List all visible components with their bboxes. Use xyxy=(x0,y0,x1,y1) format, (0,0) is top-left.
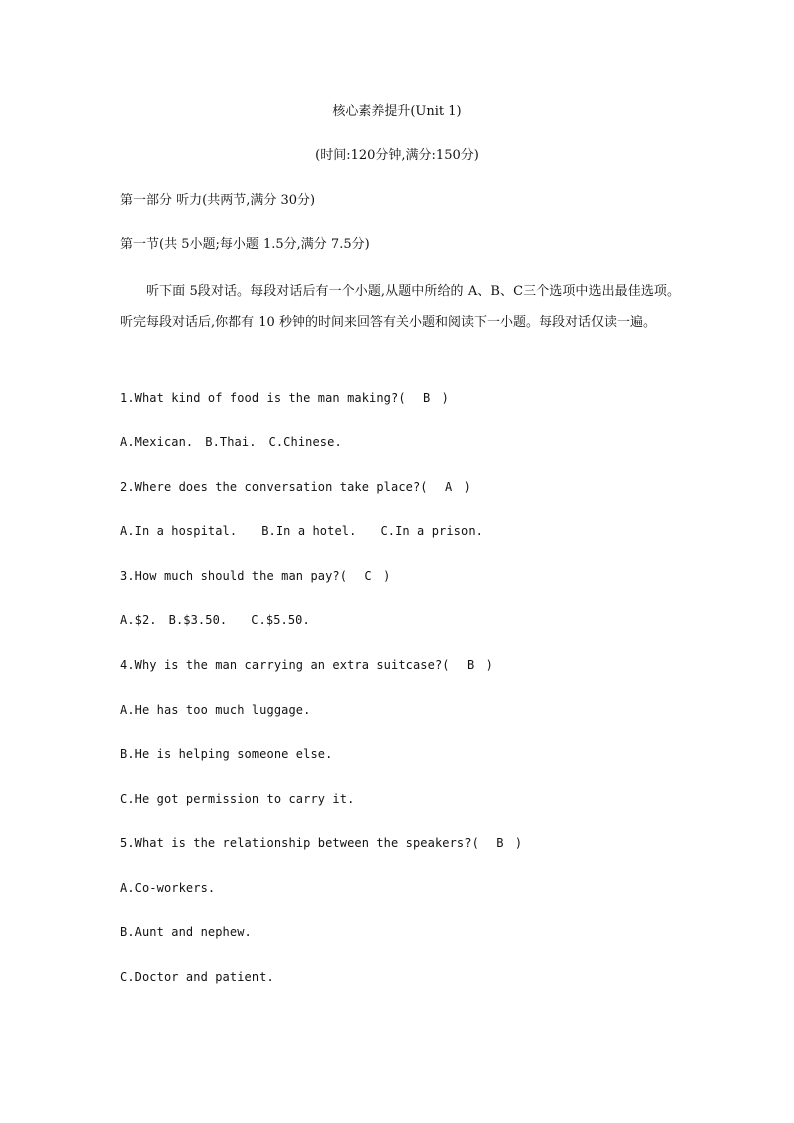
question-answer: B xyxy=(423,391,431,405)
part-heading: 第一部分 听力(共两节,满分 30分) xyxy=(120,193,316,208)
option-c: C.In a prison. xyxy=(380,524,483,538)
question-answer: A xyxy=(444,480,453,494)
question-4-stem xyxy=(120,656,493,674)
option-b: B.Thai. xyxy=(205,435,257,449)
question-5-stem xyxy=(120,834,522,852)
question-close-paren: ) xyxy=(514,836,523,850)
section-heading: 第一节(共 5小题;每小题 1.5分,满分 7.5分) xyxy=(120,237,370,252)
question-close-paren: ) xyxy=(485,658,493,672)
question-stem-text: 2.Where does the conversation take place?( xyxy=(120,480,428,494)
question-1-stem xyxy=(120,389,449,407)
question-close-paren: ) xyxy=(441,391,449,405)
question-stem-text: 1.What kind of food is the man making?( xyxy=(120,391,406,405)
option-b: B.In a hotel. xyxy=(261,524,357,538)
option-c: C.$5.50. xyxy=(251,613,310,627)
question-close-paren: ) xyxy=(383,569,391,583)
question-answer: B xyxy=(496,836,504,850)
question-2-options xyxy=(120,522,483,540)
question-answer: B xyxy=(466,658,475,672)
question-4-option-c: C.He got permission to carry it. xyxy=(120,792,355,806)
question-4-option-a: A.He has too much luggage. xyxy=(120,703,311,717)
question-5-option-c: C.Doctor and patient. xyxy=(120,970,274,984)
question-2-stem xyxy=(120,478,471,496)
page-subtitle: (时间:120分钟,满分:150分) xyxy=(315,148,479,163)
question-close-paren: ) xyxy=(463,480,471,494)
question-stem-text: 5.What is the relationship between the speakers?( xyxy=(120,836,479,850)
question-4-option-b: B.He is helping someone else. xyxy=(120,747,333,761)
question-1-options xyxy=(120,433,342,451)
question-answer: C xyxy=(364,569,372,583)
page-title: 核心素养提升(Unit 1) xyxy=(332,104,462,119)
question-5-option-b: B.Aunt and nephew. xyxy=(120,925,252,939)
option-c: C.Chinese. xyxy=(268,435,342,449)
option-a: A.Mexican. xyxy=(120,435,194,449)
question-5-option-a: A.Co-workers. xyxy=(120,881,216,895)
question-stem-text: 4.Why is the man carrying an extra suitcase?( xyxy=(120,658,450,672)
question-3-options xyxy=(120,611,310,629)
question-stem-text: 3.How much should the man pay?( xyxy=(120,569,348,583)
option-a: A.In a hospital. xyxy=(120,524,238,538)
option-a: A.$2. xyxy=(120,613,157,627)
section-instructions: 听下面 5段对话。每段对话后有一个小题,从题中所给的 A、B、C三个选项中选出最佳选项。听完每段对话后,你都有 10 秒钟的时间来回答有关小题和阅读下一小题。每段对话仅读一遍。 xyxy=(120,284,680,330)
question-3-stem xyxy=(120,567,390,585)
option-b: B.$3.50. xyxy=(168,613,228,627)
